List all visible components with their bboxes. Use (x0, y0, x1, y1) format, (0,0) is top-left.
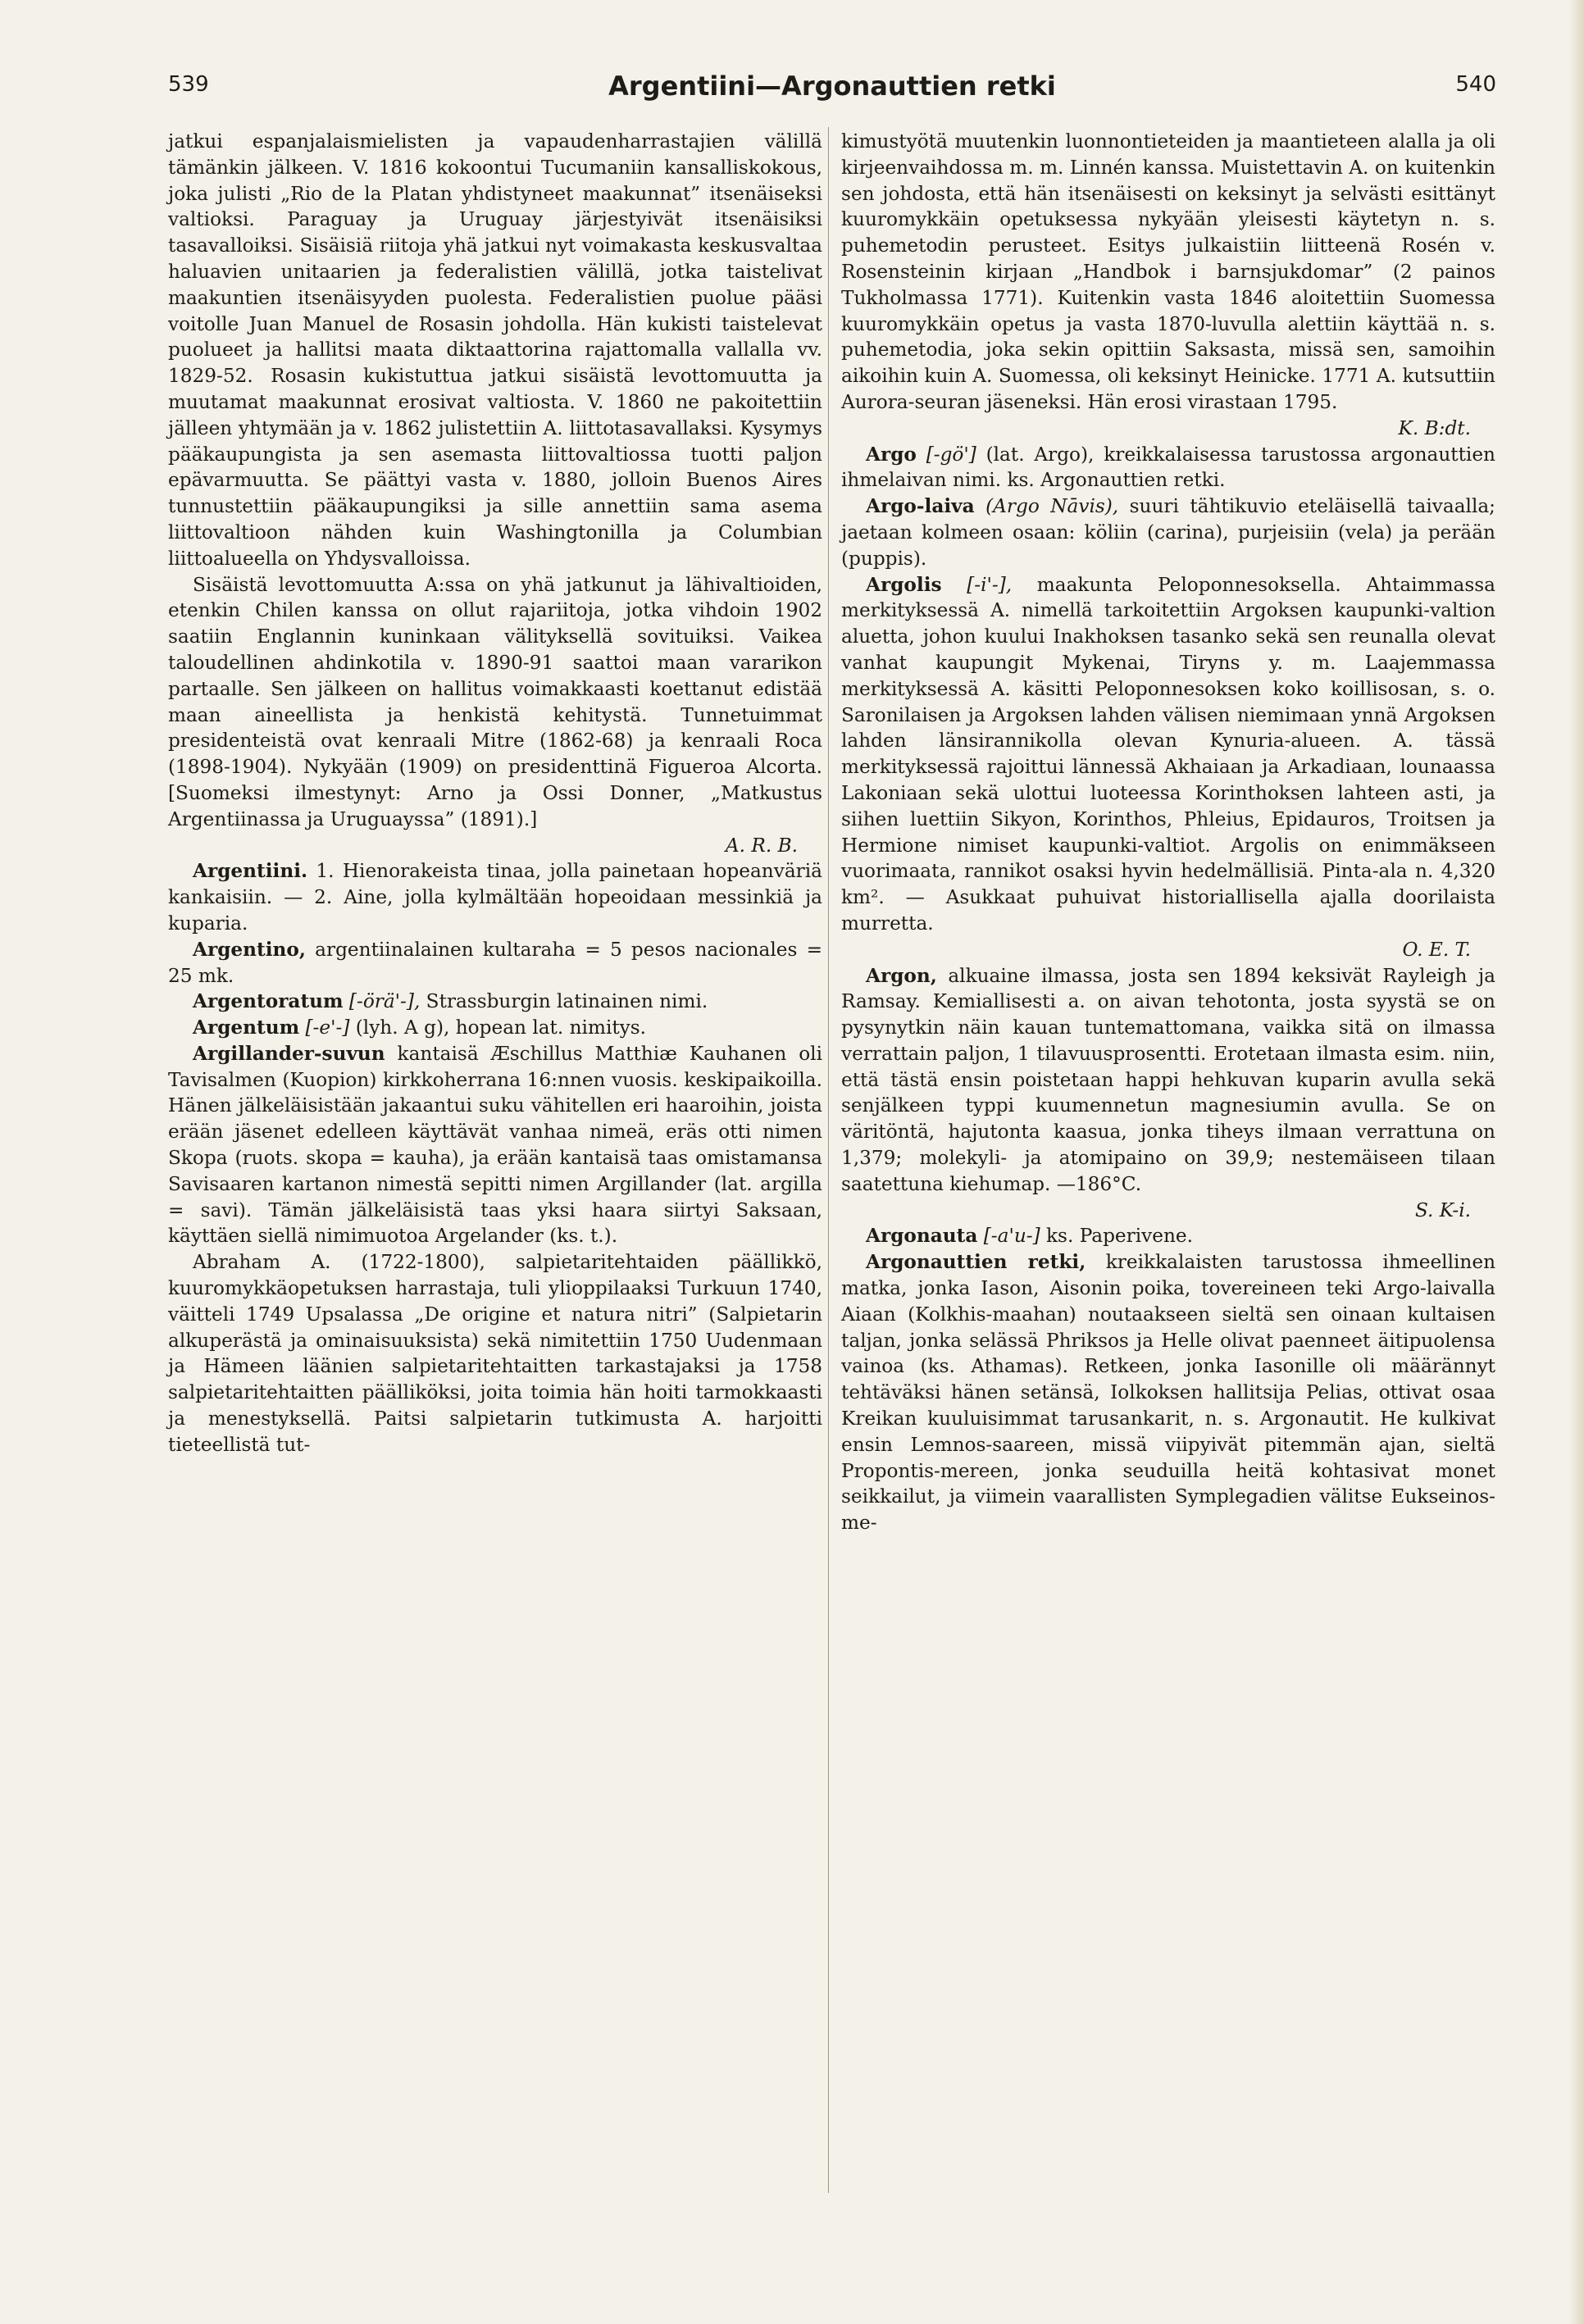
author-signature: K. B:dt. (1398, 416, 1471, 439)
headword: Argentoratum (193, 990, 344, 1013)
headword: Argolis (866, 573, 942, 596)
headword: Argon, (866, 964, 937, 987)
entry-argentoratum (168, 989, 822, 1015)
entry-argillander (168, 1041, 822, 1249)
entry-argentiini (168, 858, 822, 936)
entry-text: kreikkalaisten tarustossa ihmeellinen matka, jonka Iason, Aisonin poika, tovereineen teki Argo-laivalla Aiaan (Kolkhis-maahan) noutaakseen sieltä sen oinaan kultaisen taljan, jonka selässä Phriksos ja Helle olivat paenneet äitipuolensa vainoa (ks. Athamas). Retkeen, jonka Iasonille oli määrännyt tehtäväksi hänen setänsä, Iolkoksen hallitsija Pelias, ottivat osaa Kreikan kuuluisimmat tarusankarit, n. s. Argonautit. He kulkivat ensin Lemnos-saareen, missä viipyivät pitemmän ajan, sieltä Propontis-mereen, jonka seuduilla heitä kohtasivat monet seikkailut, ja viimein vaarallisten Symplegadien välitse Eukseinos-me- (841, 1251, 1496, 1535)
author-signature: A. R. B. (725, 834, 798, 857)
headword: Argillander-suvun (193, 1042, 385, 1065)
headword: Argentiini. (193, 860, 308, 883)
right-column (841, 129, 1495, 1536)
entry-argonauttien-retki (841, 1249, 1495, 1536)
page-header (168, 70, 1496, 103)
entry-argon (841, 963, 1495, 1198)
paragraph: kimustyötä muutenkin luonnontieteiden ja maantieteen alalla ja oli kirjeenvaihdossa m. m. Linnén kanssa. Muistettavin A. on kuitenkin sen johdosta, että hän itsenäisesti on keksinyt ja selvästi esittänyt kuuromykkäin opetuksessa nykyään yleisesti käytetyn n. s. puhemetodin perusteet. Esitys julkaistiin liitteenä Rosén v. Rosensteinin kirjaan „Handbok i barnsjukdomar” (2 painos Tukholmassa 1771). Kuitenkin vasta 1846 aloitettiin Suomessa kuuromykkäin opetus ja vasta 1870-luvulla alettiin käyttää n. s. puhemetodia, joka sekin opittiin Saksasta, missä sen, samoihin aikoihin kuin A. Suomessa, oli keksinyt Heinicke. 1771 A. kutsuttiin Aurora-seuran jäseneksi. Hän erosi virastaan 1795. (841, 130, 1495, 413)
headword: Argo-laiva (866, 495, 975, 518)
running-title: Argentiini—Argonauttien retki (608, 70, 1056, 102)
entry-argonauta (841, 1223, 1495, 1249)
entry-text: suuri tähtikuvio eteläisellä taivaalla; jaetaan kolmeen osaan: köliin (carina), purjeisiin (vela) ja perään (puppis). (841, 495, 1495, 570)
entry-text: argentiinalainen kultaraha = 5 pesos nacionales = 25 mk. (168, 938, 822, 987)
entry-text: maakunta Peloponnesoksella. Ahtaimmassa merkityksessä A. nimellä tarkoitettiin Argoksen kaupunki-valtion aluetta, johon kuului Inakhoksen tasanko sekä sen reunalla olevat vanhat kaupungit Mykenai, Tiryns y. m. Laajemmassa merkityksessä A. käsitti Peloponnesoksen koko koillisosan, s. o. Saronilaisen ja Argoksen lahden välisen niemimaan ynnä Argoksen lahden länsirannikolla olevan Kynuria-alueen. A. tässä merkityksessä rajoittui lännessä Akhaiaan ja Arkadiaan, lounaassa Lakoniaan sekä ulottui luoteessa Korinthoksen lahteen asti, ja siihen luettiin Sikyon, Korinthos, Phleius, Epidauros, Troitsen ja Hermione nimiset kaupunki-valtiot. Argolis on enimmäkseen vuorimaata, rannikot osaksi hyvin hedelmällisiä. Pinta-ala n. 4,320 km². — Asukkaat puhuivat historiallisella ajalla doorilaista murretta. (841, 573, 1495, 935)
headword: Argonauta (866, 1225, 978, 1248)
entry-text: (lyh. A g), hopean lat. nimitys. (349, 1016, 647, 1039)
entry-argo-laiva (841, 493, 1495, 571)
pronunciation: [-a'u-] (977, 1225, 1040, 1248)
entry-text: alkuaine ilmassa, josta sen 1894 keksivät Rayleigh ja Ramsay. Kemiallisesti a. on aivan tehotonta, josta syystä se on pysynytkin näin kauan tuntemattomana, vaikka sitä on ilmassa verrattain paljon, 1 tilavuusprosentti. Erotetaan ilmasta esim. niin, että tästä ensin poistetaan happi hehkuvan kuparin avulla sekä senjälkeen typpi kuumennetun magnesiumin avulla. Se on väritöntä, hajutonta kaasua, jonka tiheys ilmaan verrattuna on 1,379; molekyli- ja atomipaino on 39,9; nestemäiseen tilaan saatettuna kiehumap. —186°C. (841, 964, 1495, 1195)
paragraph: jatkui espanjalaismielisten ja vapaudenharrastajien välillä tämänkin jälkeen. V. 1816 kokoontui Tucumaniin kansalliskokous, joka julisti „Rio de la Platan yhdistyneet maakunnat” itsenäiseksi valtioksi. Paraguay ja Uruguay järjestyivät itsenäisiksi tasavalloiksi. Sisäisiä riitoja yhä jatkui nyt voimakasta keskusvaltaa haluavien unitaarien ja federalistien välillä, jotka taistelivat maakuntien itsenäisyyden puolesta. Federalistien puolue pääsi voitolle Juan Manuel de Rosasin johdolla. Hän kukisti taistelevat puolueet ja hallitsi maata diktaattorina rajattomalla vallalla vv. 1829-52. Rosasin kukistuttua jatkui sisäistä levottomuutta ja muutamat maakunnat erosivat valtiosta. V. 1860 ne pakoitettiin jälleen yhtymään ja v. 1862 julistettiin A. liittotasavallaksi. Kysymys pääkaupungista ja sen asemasta liittovaltiossa tuotti paljon epävarmuutta. Se päättyi vasta v. 1880, jolloin Buenos Aires tunnustettiin pääkaupungiksi ja sille annettiin sama asema liittovaltioon nähden kuin Washingtonilla ja Columbian liittoalueella on Yhdysvalloissa. (168, 130, 822, 570)
entry-text: ks. Paperivene. (1040, 1225, 1194, 1248)
column-divider (828, 127, 829, 2193)
page-edge-shadow (1569, 0, 1584, 2324)
pronunciation: [-e'-] (299, 1016, 350, 1039)
left-column (168, 129, 822, 1458)
page-number-right: 540 (1455, 72, 1496, 97)
entry-argentum (168, 1015, 822, 1041)
headword: Argentino, (193, 938, 306, 961)
pronunciation: (Argo Nāvis), (974, 495, 1119, 518)
paragraph: Abraham A. (1722-1800), salpietaritehtaiden päällikkö, kuuromykkäopetuksen harrastaja, tuli ylioppilaaksi Turkuun 1740, väitteli 1749 Upsalassa „De origine et natura nitri” (Salpietarin alkuperästä ja ominaisuuksista) sekä nimitettiin 1750 Uudenmaan ja Hämeen läänien salpietaritehtaitten tarkastajaksi ja 1758 salpietaritehtaitten päälliköksi, joita toimia hän hoiti tarmokkaasti ja menestyksellä. Paitsi salpietarin tutkimusta A. harjoitti tieteellistä tut- (168, 1251, 822, 1456)
pronunciation: [-örä'-], (343, 990, 421, 1013)
entry-text: (lat. Argo), kreikkalaisessa tarustossa argonauttien ihmelaivan nimi. ks. Argonauttien retki. (841, 443, 1495, 492)
headword: Argo (866, 443, 917, 466)
page-number-left: 539 (168, 72, 209, 97)
author-signature: O. E. T. (1402, 938, 1471, 961)
pronunciation: [-gö'] (916, 443, 976, 466)
entry-text: Strassburgin latinainen nimi. (420, 990, 708, 1013)
entry-argentino (168, 937, 822, 989)
entry-argolis (841, 572, 1495, 937)
pronunciation: [-i'-], (941, 573, 1013, 596)
entry-text: kantaisä Æschillus Matthiæ Kauhanen oli Tavisalmen (Kuopion) kirkkoherrana 16:nnen vuosis. keskipaikoilla. Hänen jälkeläisistään jakaantui suku vähitellen eri haaroihin, joista erään jäsenet edelleen käyttävät vanhaa nimeä, eräs otti nimen Skopa (ruots. skopa = kauha), ja erään kantaisä taas omistamansa Savisaaren kartanon nimestä sepitti nimen Argillander (lat. argilla = savi). Tämän jälkeläisistä taas yksi haara siirtyi Saksaan, käyttäen siellä nimimuotoa Argelander (ks. t.). (168, 1042, 822, 1248)
entry-argo (841, 442, 1495, 494)
paragraph: Sisäistä levottomuutta A:ssa on yhä jatkunut ja lähivaltioiden, etenkin Chilen kanssa on ollut rajariitoja, jotka vihdoin 1902 saatiin Englannin kuninkaan välityksellä sovituiksi. Vaikea taloudellinen ahdinkotila v. 1890-91 saattoi maan vararikon partaalle. Sen jälkeen on hallitus voimakkaasti koettanut edistää maan aineellista ja henkistä kehitystä. Tunnetuimmat presidenteistä ovat kenraali Mitre (1862-68) ja kenraali Roca (1898-1904). Nykyään (1909) on presidenttinä Figueroa Alcorta. [Suomeksi ilmestynyt: Arno ja Ossi Donner, „Matkustus Argentiinassa ja Uruguayssa” (1891).] (168, 573, 822, 830)
author-signature: S. K-i. (1414, 1198, 1471, 1221)
entry-text: 1. Hienorakeista tinaa, jolla painetaan hopeanväriä kankaisiin. — 2. Aine, jolla kylmältään hopeoidaan messinkiä ja kuparia. (168, 860, 822, 935)
headword: Argentum (193, 1016, 300, 1039)
headword: Argonauttien retki, (866, 1251, 1086, 1274)
